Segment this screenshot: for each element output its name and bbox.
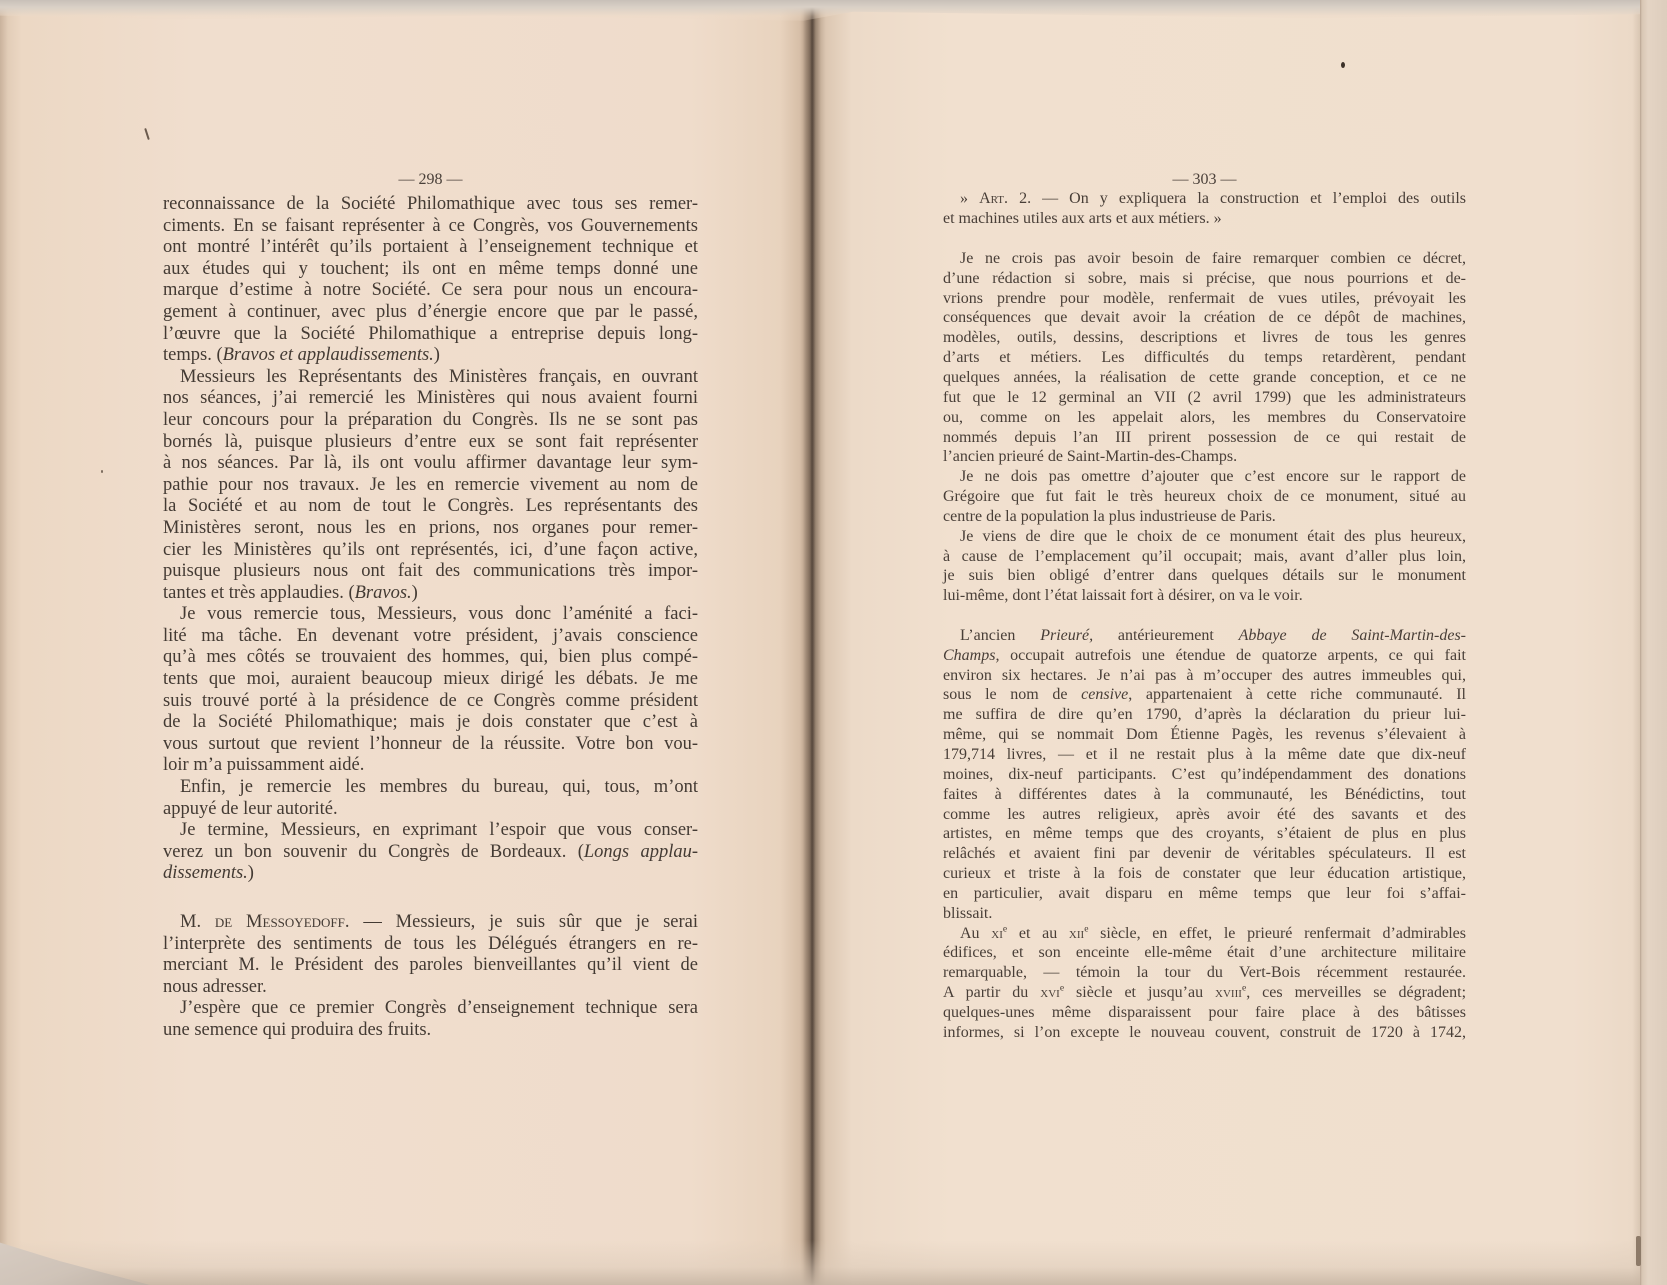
text-segment: »: [960, 190, 980, 208]
text-line: nos séances, j’ai remercié les Ministères qui nous avaient fourni: [163, 388, 698, 409]
paragraph: [163, 998, 698, 1041]
text-line: Grégoire que fut fait le très heureux choix de ce monument, situé au: [943, 488, 1466, 506]
superscript-text: e: [1002, 923, 1008, 935]
text-segment: et au: [1007, 924, 1069, 942]
text-line: d’arts et métiers. Les difficultés du temps retardèrent, pendant: [943, 349, 1466, 367]
paper-edge: [1640, 0, 1667, 1285]
text-line: la Société et au nom de tout le Congrès. Les représentants des: [163, 496, 698, 517]
small-caps-text: xi: [991, 924, 1003, 942]
ink-speck: [1341, 62, 1345, 68]
text-block: [943, 626, 1466, 1043]
text-line: Je ne crois pas avoir besoin de faire remarquer combien ce décret,: [960, 249, 1466, 267]
text-line: et machines utiles aux arts et aux métiers. »: [943, 210, 1222, 228]
text-line: Enfin, je remercie les membres du bureau, qui, tous, m’ont: [180, 777, 698, 798]
text-line: de la Société Philomathique; mais je dois constater que c’est à: [163, 712, 698, 733]
text-line: Je ne dois pas omettre d’ajouter que c’est encore sur le rapport de: [960, 468, 1466, 486]
text-segment: verez un bon souvenir du Congrès de Bordeaux. (: [163, 841, 584, 862]
italic-text: Champs,: [943, 646, 1000, 664]
text-line: Messieurs les Représentants des Ministères français, en ouvrant: [180, 366, 698, 387]
small-caps-text: xvi: [1040, 984, 1060, 1002]
italic-text: Prieuré,: [1040, 626, 1094, 644]
text-line: 179,714 livres, — et il ne restait plus à la même date que dix-neuf: [943, 746, 1466, 764]
text-segment: M.: [180, 912, 215, 932]
text-segment: . — Messieurs, je suis sûr que je serai: [344, 912, 698, 932]
text-line: modèles, outils, dessins, descriptions et livres de tous les genres: [943, 329, 1466, 347]
text-line: l’interprète des sentiments de tous les Délégués étrangers en re-: [163, 933, 698, 954]
paragraph: [943, 626, 1466, 924]
page-number: — 303 —: [1172, 171, 1237, 188]
text-line: ont montré l’intérêt qu’ils portaient à l’enseignement technique et: [163, 237, 698, 258]
text-column: [163, 194, 698, 1042]
paragraph: [163, 912, 698, 998]
text-line: leur concours pour la préparation du Congrès. Ils ne se sont pas: [163, 409, 698, 430]
text-line: l’œuvre que la Société Philomathique a entreprise depuis long-: [163, 323, 698, 344]
text-line: pathie pour nos travaux. Je les en remercie vivement au nom de: [163, 474, 698, 495]
left-page: [0, 0, 812, 1285]
text-line: suis trouvé porté à la présidence de ce Congrès comme président: [163, 690, 698, 711]
italic-text: Bravos et applaudissements.: [222, 345, 434, 366]
text-line: à cause de l’emplacement qu’il occupait; mais, avant d’aller plus loin,: [943, 547, 1466, 565]
text-segment: ): [247, 863, 254, 884]
text-block: [163, 912, 698, 1042]
paragraph: [943, 527, 1466, 606]
text-line: Ministères seront, nous les en prions, nos organes pour remer-: [163, 517, 698, 538]
small-caps-text: Art.: [979, 190, 1009, 208]
text-line: conséquences que devait avoir la création de ce dépôt de machines,: [943, 309, 1466, 327]
text-segment: sous le nom de: [943, 686, 1082, 704]
right-page: [812, 0, 1640, 1285]
text-line: blissait.: [943, 904, 993, 922]
superscript-text: e: [1084, 923, 1089, 935]
text-segment: antérieurement: [1093, 626, 1239, 644]
text-line: aux études qui y touchent; ils ont en même temps donné une: [163, 258, 698, 279]
text-line: informes, si l’on excepte le nouveau couvent, construit de 1720 à 1742,: [943, 1023, 1466, 1041]
text-segment: Au: [960, 924, 992, 942]
text-line: curieux et triste à la fois de constater que leur éducation artistique,: [943, 865, 1466, 883]
text-line: remarquable, — témoin la tour du Vert-Bois récemment restaurée.: [943, 964, 1466, 982]
text-line: loir m’a puissamment aidé.: [163, 755, 365, 776]
italic-text: Longs applau-: [583, 841, 698, 862]
text-line: appuyé de leur autorité.: [163, 798, 338, 819]
text-segment: A partir du: [943, 984, 1041, 1002]
text-segment: tantes et très applaudies. (: [163, 582, 355, 603]
text-line: quelques-unes même disparaissent pour faire place à des bâtisses: [943, 1003, 1466, 1021]
text-line: [943, 189, 1466, 209]
text-line: centre de la population la plus industrieuse de Paris.: [943, 507, 1276, 525]
text-line: [163, 912, 698, 934]
small-caps-text: xii: [1068, 924, 1085, 942]
text-line: environ six hectares. Je n’ai pas à m’occuper des autres immeubles qui,: [943, 666, 1466, 684]
text-segment: , appartenaient à cette riche communauté. Il: [1128, 686, 1467, 704]
text-line: nommés depuis l’an III prirent possession de ce qui restait de: [943, 428, 1466, 446]
text-line: lité ma tâche. En devenant votre président, j’avais conscience: [163, 625, 698, 646]
text-line: faites à différentes dates à la communauté, les Bénédictins, tout: [943, 785, 1466, 803]
text-column: [943, 189, 1466, 1042]
text-line: gement à continuer, avec plus d’énergie encore que par le passé,: [163, 301, 698, 322]
text-segment: occupait autrefois une étendue de quatorze arpents, ce qui fait: [999, 646, 1466, 664]
text-line: à nos séances. Par là, ils ont voulu affirmer davantage leur sym-: [163, 453, 698, 474]
text-line: tents que moi, auraient beaucoup mieux dirigé les débats. Je me: [163, 669, 698, 690]
text-line: relâchés et avaient fini par devenir de véritables spéculateurs. Il est: [943, 845, 1466, 863]
paragraph: [163, 604, 698, 777]
ink-speck: [101, 470, 103, 473]
small-caps-text: xviii: [1215, 984, 1242, 1002]
text-line: comme les autres religieux, après avoir été des savants et des: [943, 805, 1466, 823]
superscript-text: e: [1059, 982, 1065, 994]
text-line: même, qui se nommait Dom Étienne Pagès, les revenus s’élevaient à: [943, 726, 1466, 744]
text-line: qu’à mes côtés se trouvaient des hommes, qui, bien plus compé-: [163, 647, 698, 668]
text-line: l’ancien prieuré de Saint-Martin-des-Champs.: [943, 448, 1238, 466]
text-line: [943, 646, 1466, 666]
text-line: me suffira de dire qu’en 1790, d’après la déclaration du prieur lui-: [943, 706, 1466, 724]
text-block: [163, 194, 698, 885]
paragraph: [943, 249, 1466, 467]
text-line: lui-même, dont l’état laissait fort à désirer, on va le voir.: [943, 587, 1303, 605]
text-segment: 2. — On y expliquera la construction et l’emploi des outils: [1008, 190, 1466, 208]
text-line: artistes, en même temps que des croyants, s’étaient de plus en plus: [943, 825, 1466, 843]
small-caps-text: de Messoyedoff: [214, 912, 345, 932]
text-line: je suis bien obligé d’entrer dans quelques détails sur le monument: [943, 567, 1466, 585]
text-line: [943, 626, 1466, 646]
text-line: Je vous remercie tous, Messieurs, vous donc l’aménité a faci-: [180, 604, 698, 625]
text-line: d’une rédaction si sobre, mais si précise, que nous pourrions et de-: [943, 269, 1466, 287]
text-segment: temps. (: [163, 345, 223, 366]
text-segment: siècle et jusqu’au: [1064, 984, 1216, 1002]
paragraph: [163, 777, 698, 820]
superscript-text: e: [1241, 982, 1247, 994]
text-segment: ): [433, 345, 440, 366]
text-line: cier les Ministères qu’ils ont représentés, ici, d’une façon active,: [163, 539, 698, 560]
text-line: fut que le 12 germinal an VII (2 avril 1799) que les administrateurs: [943, 388, 1466, 406]
paragraph: [163, 367, 698, 605]
italic-text: dissements.: [163, 863, 248, 884]
text-line: marque d’estime à notre Société. Ce sera pour nous un encoura-: [163, 280, 698, 301]
text-block: [943, 189, 1466, 229]
paragraph: [943, 924, 1466, 1043]
text-segment: , ces merveilles se dégradent;: [1246, 984, 1467, 1002]
text-line: quelques années, la réalisation de cette grande conception, et ce ne: [943, 368, 1466, 386]
text-line: merciant M. le Président des paroles bienveillantes qu’il vient de: [163, 955, 698, 976]
text-segment: ): [411, 582, 418, 603]
bottom-paper-edge: [0, 1240, 1640, 1285]
paragraph: [163, 820, 698, 885]
text-line: [943, 685, 1466, 705]
paragraph: [943, 189, 1466, 229]
text-line: puisque plusieurs nous ont fait des communications très impor-: [163, 561, 698, 582]
text-line: [163, 583, 698, 605]
text-line: J’espère que ce premier Congrès d’enseignement technique sera: [180, 998, 698, 1019]
text-line: ciments. En se faisant représenter à ce Congrès, vos Gouvernements: [163, 215, 698, 236]
paragraph: [943, 467, 1466, 527]
text-line: Je viens de dire que le choix de ce monument était des plus heureux,: [960, 527, 1466, 545]
text-line: édifices, et son enceinte elle-même était d’une architecture militaire: [943, 944, 1466, 962]
text-line: reconnaissance de la Société Philomathique avec tous ses remer-: [163, 194, 698, 214]
paper-stain: [1636, 1236, 1641, 1266]
text-line: moines, dix-neuf participants. C’est qu’indépendamment des donations: [943, 765, 1466, 783]
text-line: bornés là, puisque plusieurs d’entre eux se sont fait représenter: [163, 431, 698, 452]
text-line: [943, 924, 1466, 944]
text-line: [163, 345, 698, 367]
page-number: — 298 —: [398, 171, 463, 188]
text-line: [943, 983, 1466, 1003]
text-line: [163, 842, 698, 864]
paragraph: [163, 194, 698, 367]
text-line: nous adresser.: [163, 976, 267, 997]
text-block: [943, 249, 1466, 606]
text-line: vrions prendre pour modèle, renfermait de vues utiles, prévoyait les: [943, 289, 1466, 307]
binding-fold-shadow: [803, 0, 821, 1285]
text-line: Je termine, Messieurs, en exprimant l’espoir que vous conser-: [180, 820, 698, 841]
text-line: ou, comme on les appelait alors, les membres du Conservatoire: [943, 408, 1466, 426]
text-line: [163, 863, 698, 885]
italic-text: Abbaye de Saint-Martin-des-: [1238, 626, 1467, 644]
text-line: vous surtout que revient l’honneur de la réussite. Votre bon vou-: [163, 733, 698, 754]
italic-text: censive: [1081, 686, 1129, 704]
text-line: une semence qui produira des fruits.: [163, 1019, 432, 1040]
text-segment: L’ancien: [960, 626, 1041, 644]
italic-text: Bravos.: [354, 582, 412, 603]
text-segment: siècle, en effet, le prieuré renfermait d’admirables: [1088, 924, 1466, 942]
text-line: en particulier, avait disparu en même temps que leur foi s’affai-: [943, 884, 1466, 902]
